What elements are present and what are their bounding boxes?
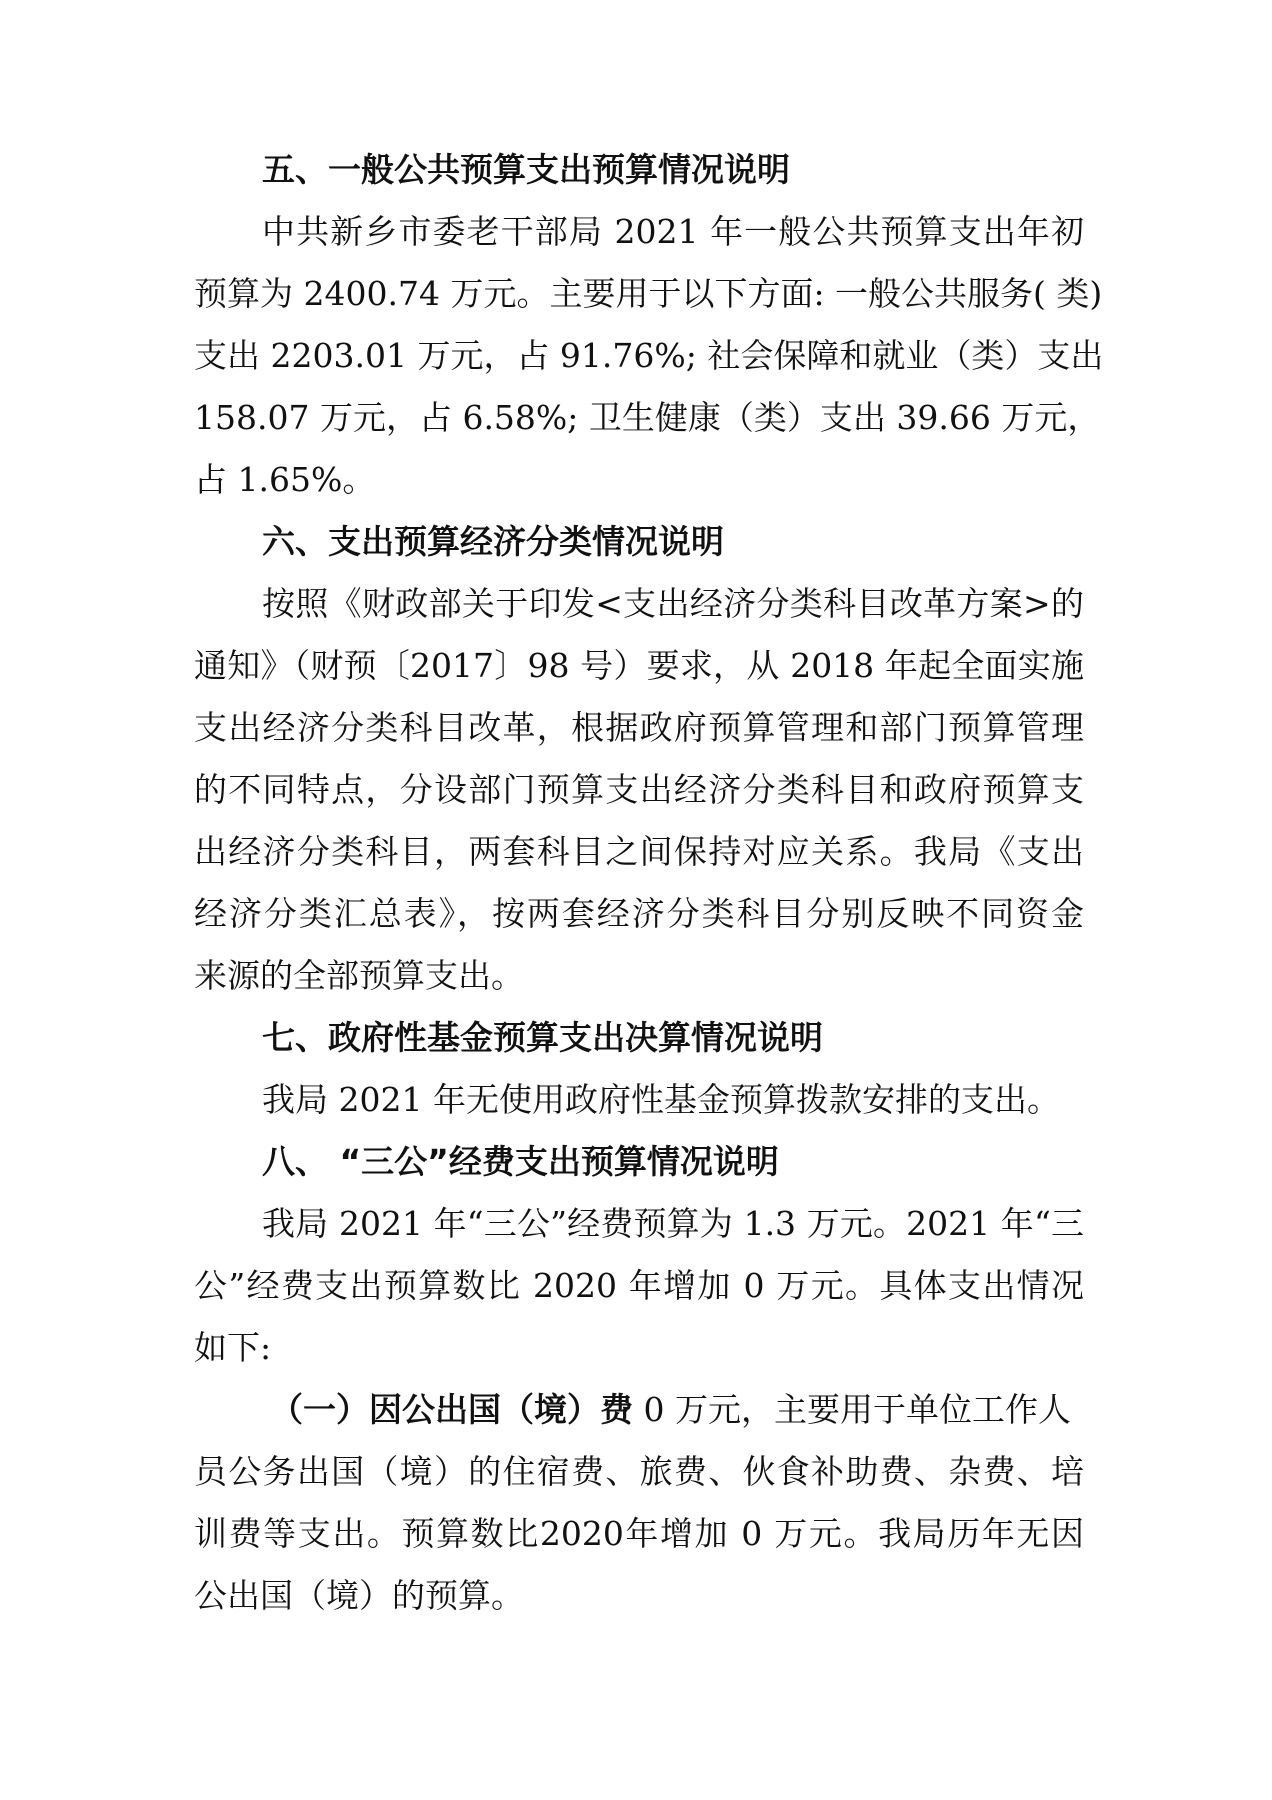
subsection-one-line-2: 训费等支出。预算数比2020年增加 0 万元。我局历年无因 xyxy=(194,1514,1084,1553)
section-six-line-7: 来源的全部预算支出。 xyxy=(194,956,524,995)
section-five-line-2: 预算为 2400.74 万元。主要用于以下方面: 一般公共服务( 类) xyxy=(194,274,1103,313)
subsection-one-lead xyxy=(270,1388,1084,1432)
section-eight-line-3: 如下: xyxy=(194,1328,272,1367)
section-five-line-1: 中共新乡市委老干部局 2021 年一般公共预算支出年初 xyxy=(262,212,1084,251)
section-eight-line-2: 公”经费支出预算数比 2020 年增加 0 万元。具体支出情况 xyxy=(194,1266,1084,1305)
section-six-line-1: 按照《财政部关于印发<支出经济分类科目改革方案>的 xyxy=(262,584,1084,623)
section-six-line-3: 支出经济分类科目改革，根据政府预算管理和部门预算管理 xyxy=(194,708,1084,747)
section-five-line-3: 支出 2203.01 万元，占 91.76%; 社会保障和就业（类）支出 xyxy=(194,336,1104,375)
section-six-line-2: 通知》（财预〔2017〕98 号）要求，从 2018 年起全面实施 xyxy=(194,646,1084,685)
section-five-line-5: 占 1.65%。 xyxy=(194,460,376,499)
section-six-line-4: 的不同特点，分设部门预算支出经济分类科目和政府预算支 xyxy=(194,770,1084,809)
subsection-one-line-3: 公出国（境）的预算。 xyxy=(194,1576,524,1615)
section-eight-heading: 八、 “三公”经费支出预算情况说明 xyxy=(262,1142,779,1181)
subsection-one-title: （一）因公出国（境）费 xyxy=(270,1390,633,1429)
section-six-heading: 六、支出预算经济分类情况说明 xyxy=(262,522,724,561)
section-five-line-4: 158.07 万元，占 6.58%; 卫生健康（类）支出 39.66 万元， xyxy=(194,398,1101,437)
section-six-line-6: 经济分类汇总表》，按两套经济分类科目分别反映不同资金 xyxy=(194,894,1084,933)
section-eight-line-1: 我局 2021 年“三公”经费预算为 1.3 万元。2021 年“三 xyxy=(262,1204,1084,1243)
section-six-line-5: 出经济分类科目，两套科目之间保持对应关系。我局《支出 xyxy=(194,832,1084,871)
subsection-one-lead-text: 0 万元，主要用于单位工作人 xyxy=(633,1390,1071,1429)
section-seven-line-1: 我局 2021 年无使用政府性基金预算拨款安排的支出。 xyxy=(262,1080,1060,1119)
subsection-one-line-1: 员公务出国（境）的住宿费、旅费、伙食补助费、杂费、培 xyxy=(194,1452,1084,1491)
section-five-heading: 五、一般公共预算支出预算情况说明 xyxy=(262,150,790,189)
section-seven-heading: 七、政府性基金预算支出决算情况说明 xyxy=(262,1018,823,1057)
